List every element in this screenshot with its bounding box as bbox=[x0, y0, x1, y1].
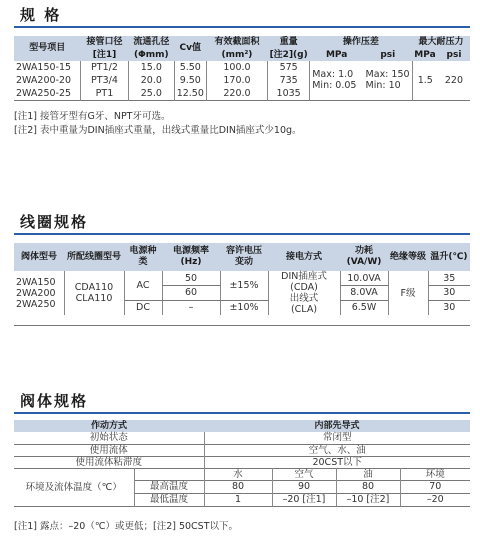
coil-freq: – bbox=[162, 300, 220, 315]
coil-header-tolerance: 容许电压变动 bbox=[220, 243, 268, 271]
body-min-label: 最低温度 bbox=[134, 493, 204, 506]
coil-model-item: 2WA250 bbox=[16, 298, 56, 310]
spec-note-2: [注2] 表中重量为DIN插座式重量，出线式重量比DIN插座式少10g。 bbox=[14, 125, 302, 136]
spec-model: 2WA150-15 bbox=[16, 62, 72, 73]
coil-consumption: 10.0VA bbox=[340, 271, 388, 286]
coil-freq: 60 bbox=[162, 286, 220, 301]
coil-model-item: 2WA200 bbox=[16, 287, 56, 299]
spec-pressure-mpa bbox=[310, 61, 364, 100]
body-fluid-header: 空气 bbox=[272, 468, 336, 480]
coil-connection-line: DIN插座式 bbox=[281, 271, 327, 282]
table-row bbox=[14, 456, 470, 468]
coil-header-model: 阀体型号 bbox=[14, 243, 64, 271]
table-row bbox=[14, 61, 470, 74]
body-max-value: 80 bbox=[336, 480, 400, 493]
coil-header-freq bbox=[162, 243, 220, 271]
body-row-value: 20CST以下 bbox=[204, 456, 470, 468]
spec-cv: 9.50 bbox=[174, 74, 206, 87]
table-row bbox=[14, 444, 470, 456]
body-row-value: 空气、水、油 bbox=[204, 444, 470, 456]
spec-weight: 1035 bbox=[268, 87, 310, 100]
coil-connection-line: (CLA) bbox=[290, 304, 318, 315]
coil-title-underline bbox=[14, 233, 470, 235]
coil-header-connection: 接电方式 bbox=[268, 243, 340, 271]
spec-port: PT1 bbox=[80, 87, 128, 100]
body-fluid-header: 环境 bbox=[400, 468, 470, 480]
spec-header-mpa: MPa bbox=[310, 49, 364, 61]
body-max-value: 90 bbox=[272, 480, 336, 493]
body-max-value: 70 bbox=[400, 480, 470, 493]
body-row-label: 初始状态 bbox=[89, 432, 128, 444]
spec-orifice: 20.0 bbox=[129, 74, 175, 87]
spec-area: 220.0 bbox=[206, 87, 267, 100]
spec-orifice: 15.0 bbox=[129, 61, 175, 74]
spec-orifice: 25.0 bbox=[129, 87, 175, 100]
spec-note-1: [注1] 接管牙型有G牙、NPT牙可选。 bbox=[14, 111, 171, 122]
coil-header-temp-rise: 温升(℃) bbox=[428, 243, 470, 271]
spec-area: 170.0 bbox=[206, 74, 267, 87]
coil-header-power: 电源种类 bbox=[124, 243, 162, 271]
spec-header-max-mpa: MPa bbox=[412, 49, 438, 61]
coil-header-freq-unit: (Hz) bbox=[180, 257, 202, 267]
spec-area: 100.0 bbox=[206, 61, 267, 74]
body-max-label: 最高温度 bbox=[134, 480, 204, 493]
body-header-item: 作动方式 bbox=[14, 420, 204, 432]
spec-max-mpa: 1.5 bbox=[412, 61, 438, 100]
coil-connection bbox=[268, 271, 340, 315]
body-header-value: 内部先导式 bbox=[204, 420, 470, 432]
coil-header-insulation: 绝缘等级 bbox=[388, 243, 428, 271]
coil-table bbox=[14, 243, 470, 315]
body-section-title: 阀体规格 bbox=[20, 392, 89, 410]
coil-temp: 30 bbox=[428, 286, 470, 301]
coil-insulation: F级 bbox=[388, 271, 428, 315]
body-fluid-header-blank bbox=[134, 468, 204, 480]
coil-header-consumption-unit: (VA/W) bbox=[346, 257, 382, 267]
body-fluid-header: 水 bbox=[204, 468, 272, 480]
table-row bbox=[14, 271, 470, 286]
spec-table bbox=[14, 36, 470, 101]
spec-header-weight-unit: [注2](g) bbox=[269, 49, 308, 60]
spec-title-underline bbox=[14, 26, 470, 28]
body-min-value: 1 bbox=[204, 493, 272, 506]
spec-header-area-unit: (mm²) bbox=[206, 49, 267, 61]
spec-psi-min: Min: 10 bbox=[365, 80, 401, 92]
body-table bbox=[14, 420, 470, 507]
coil-header-consumption-label: 功耗 bbox=[354, 246, 373, 256]
coil-consumption: 6.5W bbox=[340, 300, 388, 315]
spec-model: 2WA250-25 bbox=[16, 87, 72, 99]
spec-header-port-note: [注1] bbox=[80, 49, 128, 61]
body-min-value: –10 [注2] bbox=[336, 493, 400, 506]
body-fluid-header: 油 bbox=[336, 468, 400, 480]
spec-cv: 12.50 bbox=[174, 87, 206, 100]
spec-model: 2WA200-20 bbox=[16, 75, 72, 86]
body-min-value: –20 [注1] bbox=[272, 493, 336, 506]
coil-consumption: 8.0VA bbox=[340, 286, 388, 301]
coil-power-dc: DC bbox=[124, 300, 162, 315]
spec-header-cv: Cv值 bbox=[174, 36, 206, 61]
coil-section-title: 线圈规格 bbox=[20, 213, 89, 231]
spec-notes bbox=[14, 110, 302, 138]
body-env-label: 环境及流体温度（℃） bbox=[25, 481, 122, 493]
body-max-value: 80 bbox=[204, 480, 272, 493]
body-row-value: 常闭型 bbox=[204, 432, 470, 444]
coil-connection-line: 出线式 bbox=[289, 293, 319, 304]
spec-header-area: 有效截面积 bbox=[206, 36, 267, 49]
coil-tolerance-ac: ±15% bbox=[220, 271, 268, 300]
spec-pressure-psi bbox=[364, 61, 413, 100]
spec-header-orifice-unit: (Φmm) bbox=[129, 49, 175, 61]
spec-header-weight: 重量 bbox=[268, 36, 310, 49]
body-row-label: 使用流体粘滞度 bbox=[75, 456, 142, 468]
coil-coil-model-item: CDA110 bbox=[74, 282, 114, 293]
spec-header-pressure-diff: 操作压差 bbox=[310, 36, 412, 49]
body-note: [注1] 露点：–20（℃）或更低；[注2] 50CST以下。 bbox=[14, 521, 239, 532]
coil-freq: 50 bbox=[162, 271, 220, 286]
body-min-value: –20 bbox=[400, 493, 470, 506]
spec-weight: 735 bbox=[268, 74, 310, 87]
spec-port: PT3/4 bbox=[80, 74, 128, 87]
coil-tolerance-dc: ±10% bbox=[220, 300, 268, 315]
spec-mpa-min: Min: 0.05 bbox=[312, 80, 357, 92]
spec-mpa-max: Max: 1.0 bbox=[312, 69, 354, 81]
table-row bbox=[14, 468, 470, 480]
spec-weight: 575 bbox=[268, 61, 310, 74]
spec-header-max-psi: psi bbox=[438, 49, 470, 61]
spec-psi-max: Max: 150 bbox=[365, 69, 410, 81]
spec-cv: 5.50 bbox=[174, 61, 206, 74]
spec-header-max-pressure: 最大耐压力 bbox=[412, 36, 470, 49]
spec-port: PT1/2 bbox=[80, 61, 128, 74]
spec-header-orifice: 流通孔径 bbox=[129, 36, 175, 49]
coil-table-bottom-rule bbox=[14, 325, 470, 326]
spec-header-model: 型号项目 bbox=[14, 36, 80, 61]
spec-header-psi: psi bbox=[364, 49, 413, 61]
coil-model-item: 2WA150 bbox=[16, 276, 56, 288]
body-title-underline bbox=[14, 412, 470, 414]
coil-header-freq-label: 电源频率 bbox=[172, 246, 209, 256]
coil-coil-model-item: CLA110 bbox=[75, 293, 113, 304]
body-row-label: 使用流体 bbox=[89, 444, 128, 456]
coil-temp: 35 bbox=[428, 271, 470, 286]
coil-power-ac: AC bbox=[124, 271, 162, 300]
spec-header-port: 接管口径 bbox=[80, 36, 128, 49]
coil-coil-models bbox=[64, 271, 124, 315]
coil-header-consumption bbox=[340, 243, 388, 271]
spec-section-title: 规 格 bbox=[20, 6, 62, 24]
coil-header-coil-model: 所配线圈型号 bbox=[64, 243, 124, 271]
table-row bbox=[14, 432, 470, 444]
coil-models bbox=[14, 271, 64, 315]
coil-connection-line: (CDA) bbox=[290, 282, 318, 293]
coil-temp: 30 bbox=[428, 300, 470, 315]
spec-max-psi: 220 bbox=[444, 74, 464, 86]
